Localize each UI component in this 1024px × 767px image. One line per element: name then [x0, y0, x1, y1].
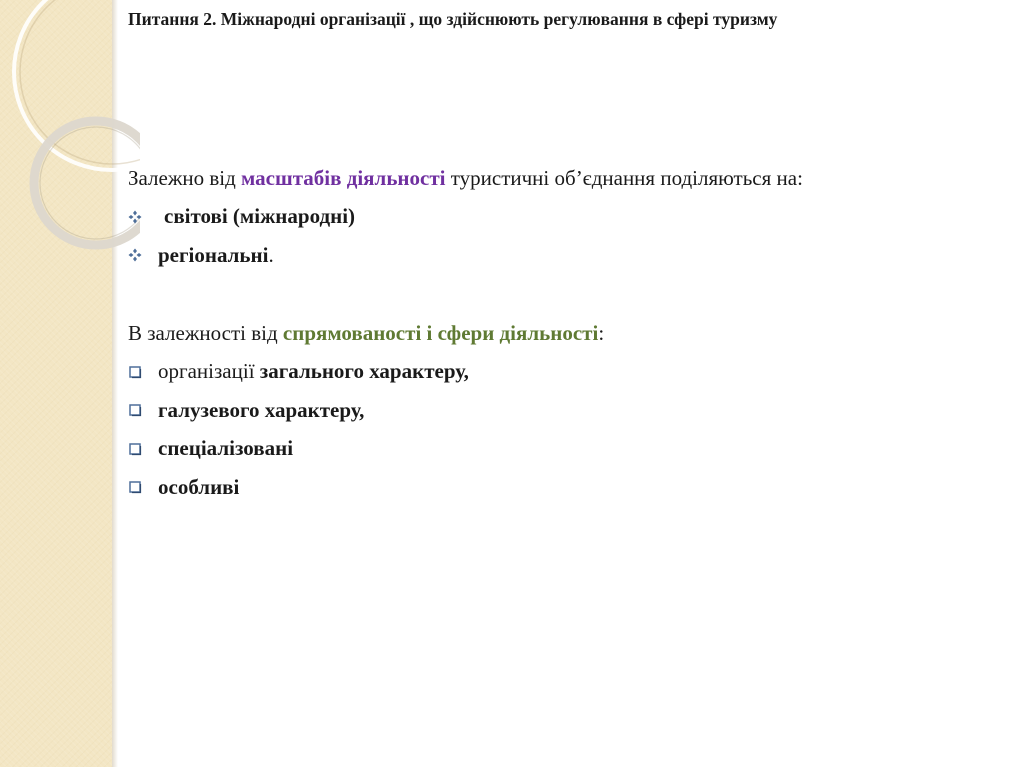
list-item: організації загального характеру, [128, 359, 998, 398]
section1-intro: Залежно від масштабів діяльності туристичні об’єднання поділяються на: [128, 166, 803, 190]
list-item [128, 475, 998, 514]
section2-highlight: спрямованості і сфери діяльності [282, 321, 599, 345]
section2-intro: В залежності від спрямованості і сфери діяльності: [128, 321, 605, 345]
square-bullet-icon [128, 436, 158, 461]
section1-list [128, 204, 998, 281]
square-bullet-icon [128, 359, 158, 384]
list-item [128, 436, 998, 475]
section1-item-text: світові (міжнародні) [164, 204, 356, 228]
diamond-bullet-icon [128, 204, 158, 229]
slide-title: Питання 2. Міжнародні організації , що здійснюють регулювання в сфері туризму [128, 9, 778, 29]
list-item [128, 204, 998, 243]
section2-list [128, 359, 998, 513]
section2-item-text: спеціалізовані [158, 436, 294, 460]
decorative-rings-icon [0, 0, 140, 767]
section1-item-text: регіональні [158, 242, 269, 267]
square-bullet-icon [128, 398, 158, 423]
diamond-bullet-icon [128, 243, 158, 268]
list-item [128, 398, 998, 437]
section2-item-text: галузевого характеру, [158, 397, 365, 422]
square-bullet-icon [128, 475, 158, 500]
section1-highlight: масштабів діяльності [241, 166, 446, 190]
list-item: регіональні. [128, 243, 998, 282]
section2-item-text: особливі [158, 474, 240, 499]
slide-content [128, 166, 998, 513]
